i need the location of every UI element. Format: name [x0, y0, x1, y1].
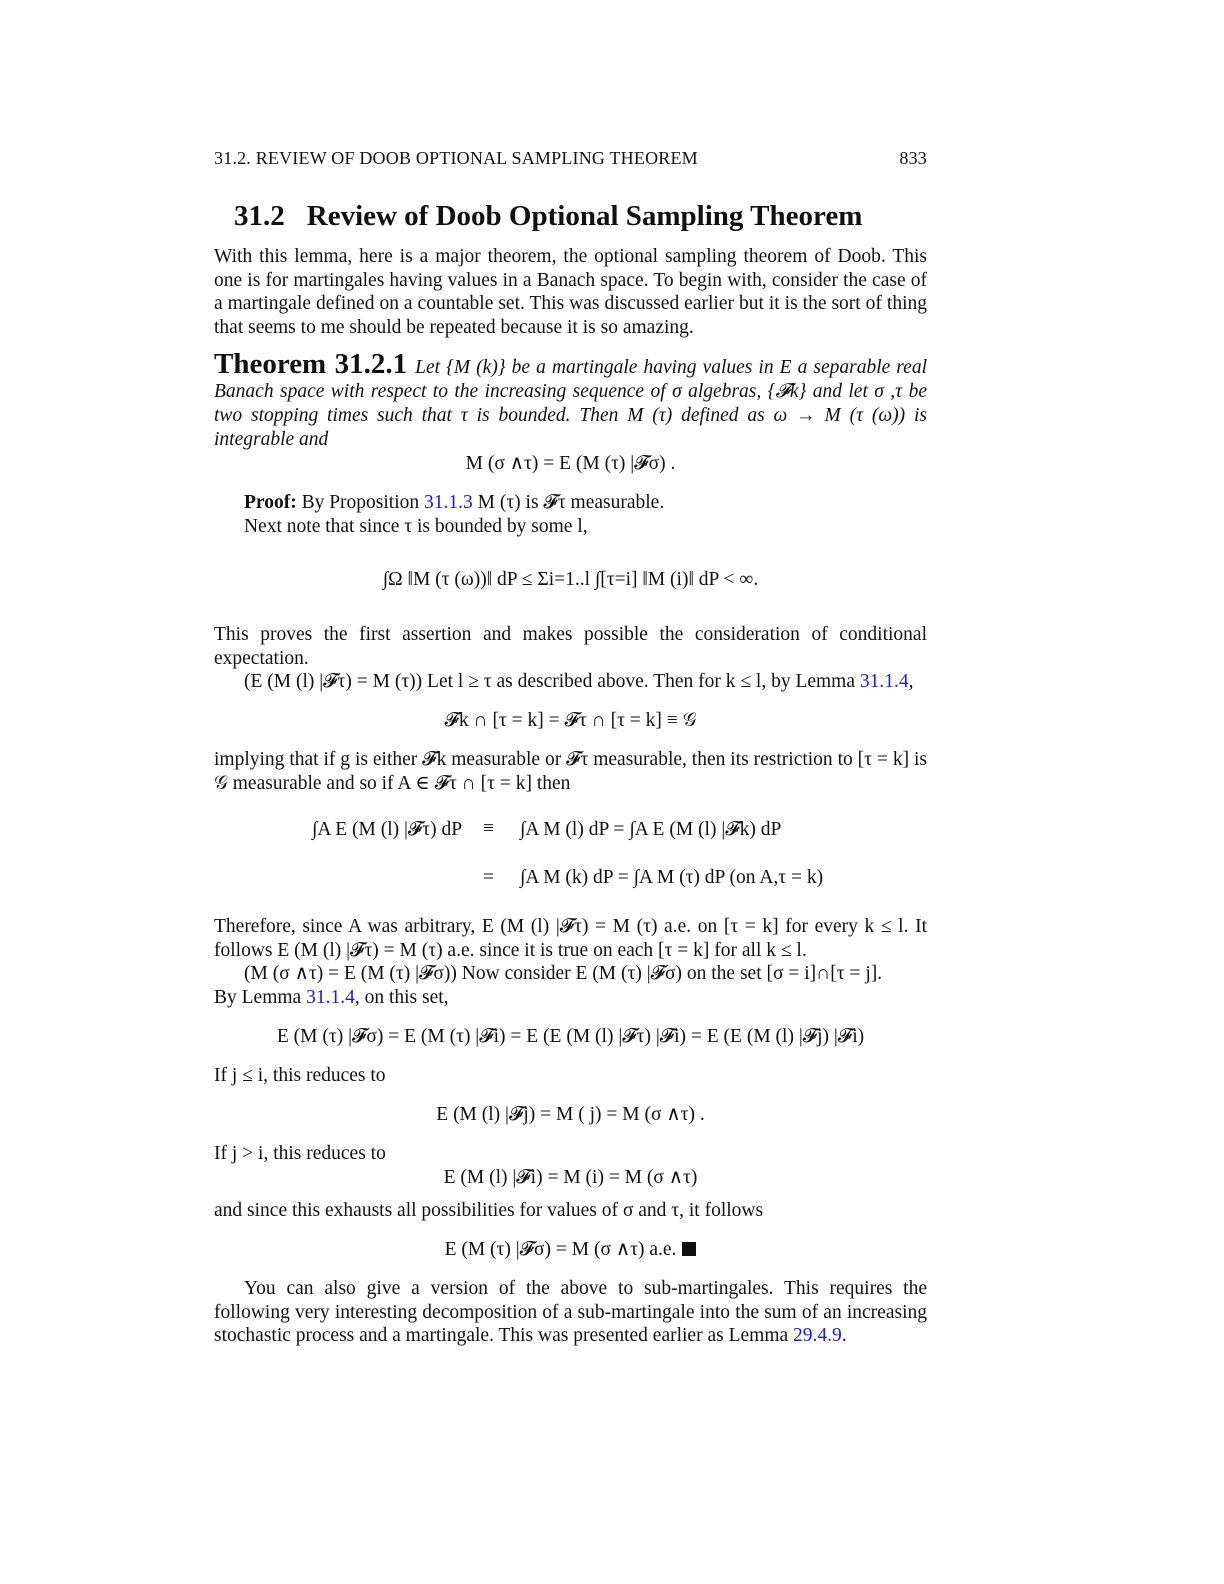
final-equation: [214, 1238, 927, 1262]
running-head: [214, 148, 927, 169]
section-title: Review of Doob Optional Sampling Theorem: [306, 200, 863, 232]
theorem-label: Theorem 31.2.1: [214, 348, 408, 380]
case-1-equation: E (M (l) |𝓕j) = M ( j) = M (σ ∧τ) .: [436, 1104, 705, 1125]
proof-text: By Proposition: [301, 492, 420, 513]
theorem-statement: Let {M (k)} be a martingale having values in E a separable real Banach space with respect to the increasing sequence of σ algebras, {𝓕k} and let σ ,τ be two stopping times such that τ is bounded. Then M (τ) defined as ω → M (τ (ω)) is integrable and: [214, 357, 927, 450]
align-row-1-rhs: ∫A M (l) dP = ∫A E (M (l) |𝓕k) dP: [520, 819, 782, 840]
theorem-display-equation: M (σ ∧τ) = E (M (τ) |𝓕σ) .: [465, 453, 676, 474]
proof-line-2: Next note that since τ is bounded by some l,: [244, 515, 588, 537]
implying-paragraph: implying that if g is either 𝓕k measurable or 𝓕τ measurable, then its restriction to [τ = k] is 𝒢 measurable and so if A ∈ 𝓕τ ∩ [τ = k] then: [214, 749, 927, 794]
integral-inequality: ∫Ω ‖M (τ (ω))‖ dP ≤ Σi=1..l ∫[τ=i] ‖M (i)‖ dP < ∞.: [382, 569, 759, 590]
proof-start: [244, 491, 927, 538]
step-2b-paragraph: [214, 986, 927, 1010]
page-number: 833: [899, 148, 927, 168]
ref-lemma-31-1-4[interactable]: 31.1.4: [859, 671, 909, 692]
ref-lemma-29-4-9[interactable]: 29.4.9: [793, 1325, 842, 1347]
running-head-title: 31.2. REVIEW OF DOOB OPTIONAL SAMPLING THEOREM: [214, 148, 698, 168]
proof-label: Proof:: [244, 492, 297, 513]
closing-text: You can also give a version of the above to sub-martingales. This requires the following very interesting decomposition of a sub-martingale into the sum of an increasing stochastic process and a martingale. This was presented earlier as Lemma: [214, 1278, 927, 1347]
proof-text: M (τ) is 𝓕τ measurable.: [477, 492, 665, 513]
conditional-expectation-chain: E (M (τ) |𝓕σ) = E (M (τ) |𝓕i) = E (E (M (l) |𝓕τ) |𝓕i) = E (E (M (l) |𝓕j) |𝓕i): [276, 1026, 865, 1047]
section-heading: [234, 200, 862, 233]
paragraph-first-assertion: This proves the first assertion and makes possible the consideration of conditional expectation.: [214, 624, 927, 669]
align-row-2-rhs: ∫A M (k) dP = ∫A M (τ) dP (on A,τ = k): [520, 867, 824, 888]
case-1-text: If j ≤ i, this reduces to: [214, 1065, 386, 1086]
qed-square-icon: [682, 1242, 696, 1256]
align-row-2-rel: =: [483, 867, 494, 888]
step-2-paragraph: (M (σ ∧τ) = E (M (τ) |𝓕σ)) Now consider E (M (τ) |𝓕σ) on the set [σ = i]∩[τ = j].: [244, 963, 883, 984]
step-1-punct: ,: [908, 671, 914, 692]
intro-paragraph: With this lemma, here is a major theorem, the optional sampling theorem of Doob. This one is for martingales having values in a Banach space. To begin with, consider the case of a martingale defined on a countable set. This was discussed earlier but it is the sort of thing that seems to me should be repeated because it is so amazing.: [214, 246, 927, 338]
ref-proposition-31-1-3[interactable]: 31.1.3: [424, 492, 473, 513]
final-equation-text: E (M (τ) |𝓕σ) = M (σ ∧τ) a.e.: [444, 1239, 677, 1260]
step-2b-text-post: , on this set,: [354, 987, 449, 1008]
section-number: 31.2: [234, 200, 285, 232]
step-1-text: (E (M (l) |𝓕τ) = M (τ)) Let l ≥ τ as described above. Then for k ≤ l, by Lemma: [244, 671, 856, 692]
step-2b-text: By Lemma: [214, 987, 302, 1008]
step-1-paragraph: [244, 670, 927, 694]
closing-paragraph: [214, 1277, 927, 1348]
therefore-paragraph: Therefore, since A was arbitrary, E (M (l) |𝓕τ) = M (τ) a.e. on [τ = k] for every k ≤ l. It follows E (M (l) |𝓕τ) = M (τ) a.e. since it is true on each [τ = k] for all k ≤ l.: [214, 916, 927, 961]
sigma-algebra-equation: 𝓕k ∩ [τ = k] = 𝓕τ ∩ [τ = k] ≡ 𝒢: [444, 710, 697, 731]
align-row-1-lhs: ∫A E (M (l) |𝓕τ) dP: [312, 819, 463, 840]
case-2-text: If j > i, this reduces to: [214, 1143, 386, 1164]
case-2-equation: E (M (l) |𝓕i) = M (i) = M (σ ∧τ): [443, 1167, 698, 1188]
align-row-1-rel: ≡: [483, 818, 494, 839]
exhaust-text: and since this exhausts all possibilities for values of σ and τ, it follows: [214, 1200, 764, 1221]
theorem-block: [214, 348, 927, 452]
closing-punct: .: [841, 1325, 847, 1347]
ref-lemma-31-1-4-b[interactable]: 31.1.4: [306, 987, 355, 1008]
